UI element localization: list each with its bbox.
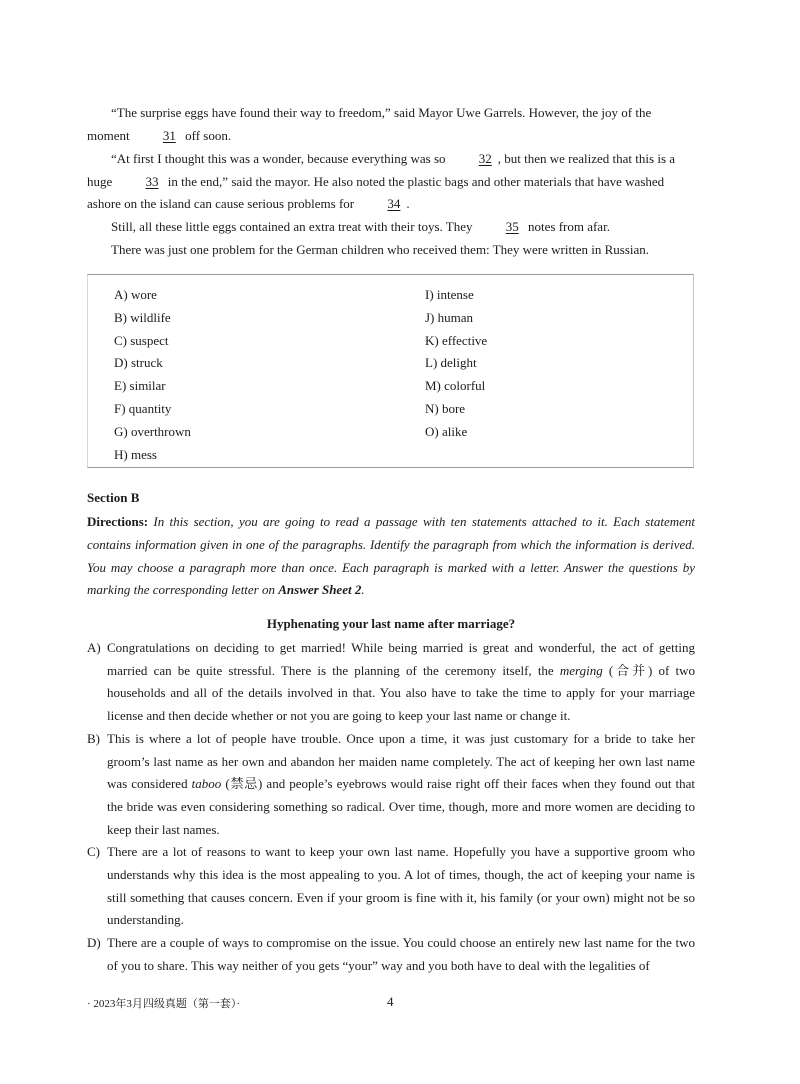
word-option: D) struck bbox=[114, 355, 163, 371]
word-option: O) alike bbox=[425, 423, 468, 439]
paragraph-label: A) bbox=[87, 640, 101, 655]
paragraph-label: B) bbox=[87, 730, 100, 746]
word-option: H) mess bbox=[114, 446, 157, 462]
directions-label: Directions: bbox=[87, 514, 149, 529]
glossed-term: merging bbox=[559, 662, 603, 678]
passage-paragraph-3: Still, all these little eggs contained an extra treat with their toys. They 35 notes from afar. bbox=[87, 216, 695, 239]
blank-35: 35 bbox=[505, 219, 519, 234]
paragraph-label: D) bbox=[87, 935, 101, 951]
passage-title: Hyphenating your last name after marriage? bbox=[266, 616, 516, 631]
word-option: I) intense bbox=[425, 287, 474, 302]
blank-34: 34 bbox=[387, 196, 401, 211]
paragraph-a: A) Congratulations on deciding to get married! While being married is great and wonderful, the act of getting married can be quite stressful. There is the planning of the ceremony itself, the merging (合并) of two households and all of the details involved in that. You also have to take the time to apply for your marriage license and then decide whether or not you are going to keep your last name or change it. bbox=[87, 637, 695, 728]
paragraph-b: B) This is where a lot of people have trouble. Once upon a time, it was just customary for a bride to take her groom’s last name as her own and abandon her maiden name completely. The act of keeping her own last name was considered taboo (禁忌) and people’s eyebrows would raise right off their faces when they found out that the bride was even considering something so radical. Over time, though, more and more women are deciding to keep their last names. bbox=[87, 728, 695, 842]
word-option: F) quantity bbox=[114, 400, 172, 416]
word-bank bbox=[87, 274, 694, 468]
word-option: K) effective bbox=[425, 332, 488, 348]
word-option: A) wore bbox=[114, 287, 157, 302]
paragraph-d: D) There are a couple of ways to compromise on the issue. You could choose an entirely new last name for the two of you to share. This way neither of you gets “your” way and you both have to deal with the legalities of bbox=[87, 932, 695, 977]
paragraph-list bbox=[87, 637, 695, 978]
footer-exam-title: · 2023年3月四级真题（第一套）· bbox=[87, 998, 241, 1010]
answer-sheet-label: Answer Sheet 2 bbox=[278, 582, 362, 598]
page-number: 4 bbox=[387, 994, 394, 1009]
glossed-term: taboo bbox=[191, 776, 222, 792]
word-option: G) overthrown bbox=[114, 423, 191, 439]
word-option: J) human bbox=[425, 309, 474, 325]
word-option: B) wildlife bbox=[114, 309, 171, 325]
word-option: M) colorful bbox=[425, 378, 486, 394]
section-heading: Section B bbox=[87, 490, 140, 505]
passage-paragraph-2: “At first I thought this was a wonder, because everything was so 32 , but then we realized that this is a huge 33 in the end,” said the mayor. He also noted the plastic bags and other materials that have washed ashore on the island can cause serious problems for 34 . bbox=[87, 148, 695, 216]
passage-paragraph-4: There was just one problem for the German children who received them: They were written in Russian. bbox=[111, 242, 650, 257]
blank-32: 32 bbox=[478, 151, 492, 166]
blank-33: 33 bbox=[145, 173, 159, 189]
directions-text: In this section, you are going to read a passage with ten statements attached to it. Each statement contains information given in one of the paragraphs. Identify the paragraph from which the information is derived. You may choose a paragraph more than once. Each paragraph is marked with a letter. Answer the questions by marking the corresponding letter on Answer Sheet 2. bbox=[87, 514, 695, 598]
directions bbox=[87, 511, 695, 602]
word-option: N) bore bbox=[425, 400, 466, 416]
passage-paragraph-1: “The surprise eggs have found their way to freedom,” said Mayor Uwe Garrels. However, the joy of the moment 31 off soon. bbox=[87, 102, 695, 147]
word-option: E) similar bbox=[114, 378, 166, 394]
word-option: L) delight bbox=[425, 355, 477, 371]
paragraph-label: C) bbox=[87, 844, 100, 860]
word-option: C) suspect bbox=[114, 332, 169, 348]
word-bank-left-column bbox=[114, 284, 191, 466]
word-bank-right-column bbox=[425, 284, 487, 444]
paragraph-c: C) There are a lot of reasons to want to keep your own last name. Hopefully you have a supportive groom who understands why this idea is the most appealing to you. A lot of times, though, the act of keeping your name is still something that causes concern. Even if your groom is fine with it, his family (or your own) might not be so understanding. bbox=[87, 841, 695, 932]
blank-31: 31 bbox=[162, 127, 176, 143]
